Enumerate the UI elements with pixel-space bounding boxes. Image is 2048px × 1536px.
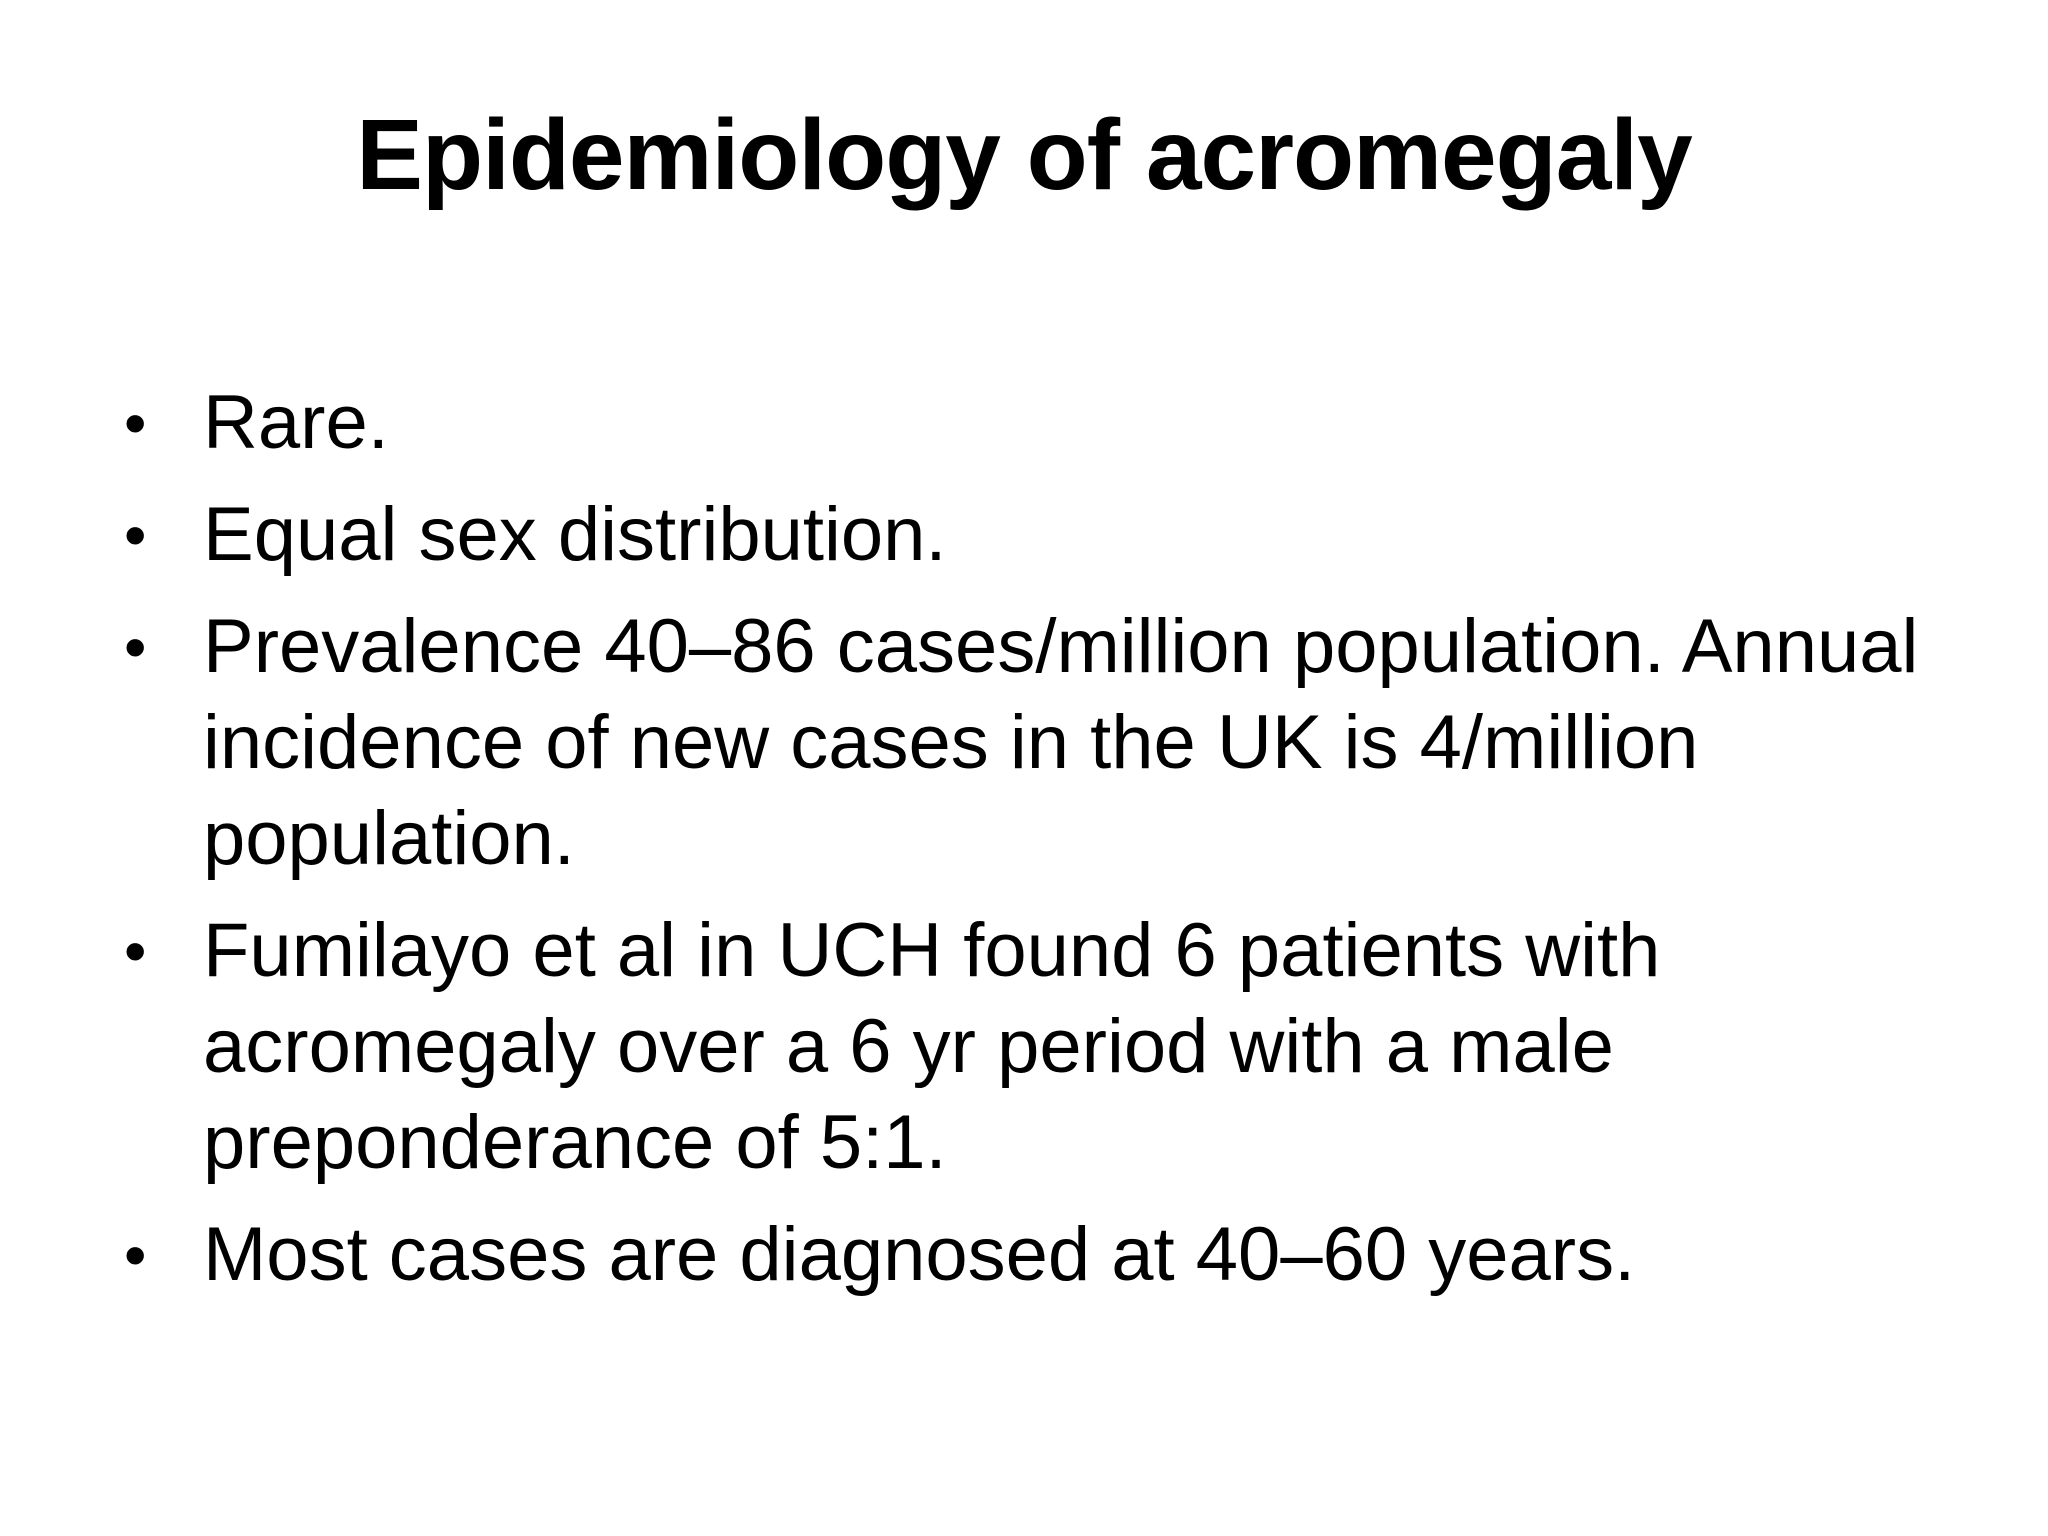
bullet-list [118, 375, 1978, 1319]
bullet-icon: • [124, 611, 147, 683]
slide-title: Epidemiology of acromegaly [356, 99, 1692, 211]
bullet-icon: • [124, 387, 147, 459]
bullet-icon: • [124, 1219, 147, 1291]
bullet-icon: • [124, 499, 147, 571]
bullet-text: Equal sex distribution. [203, 492, 947, 577]
bullet-item-age-at-diagnosis [118, 1207, 1978, 1303]
bullet-text: Fumilayo et al in UCH found 6 patients with acromegaly over a 6 yr period with a male preponderance of 5:1. [203, 908, 1661, 1185]
bullet-item-sex-distribution [118, 487, 1978, 583]
bullet-item-rare [118, 375, 1978, 471]
bullet-item-uch-study [118, 903, 1978, 1191]
bullet-item-prevalence [118, 599, 1978, 887]
bullet-text: Prevalence 40–86 cases/million population. Annual incidence of new cases in the UK is 4/million population. [203, 604, 1919, 881]
bullet-icon: • [124, 915, 147, 987]
bullet-text: Rare. [203, 380, 389, 465]
bullet-text: Most cases are diagnosed at 40–60 years. [203, 1212, 1636, 1297]
